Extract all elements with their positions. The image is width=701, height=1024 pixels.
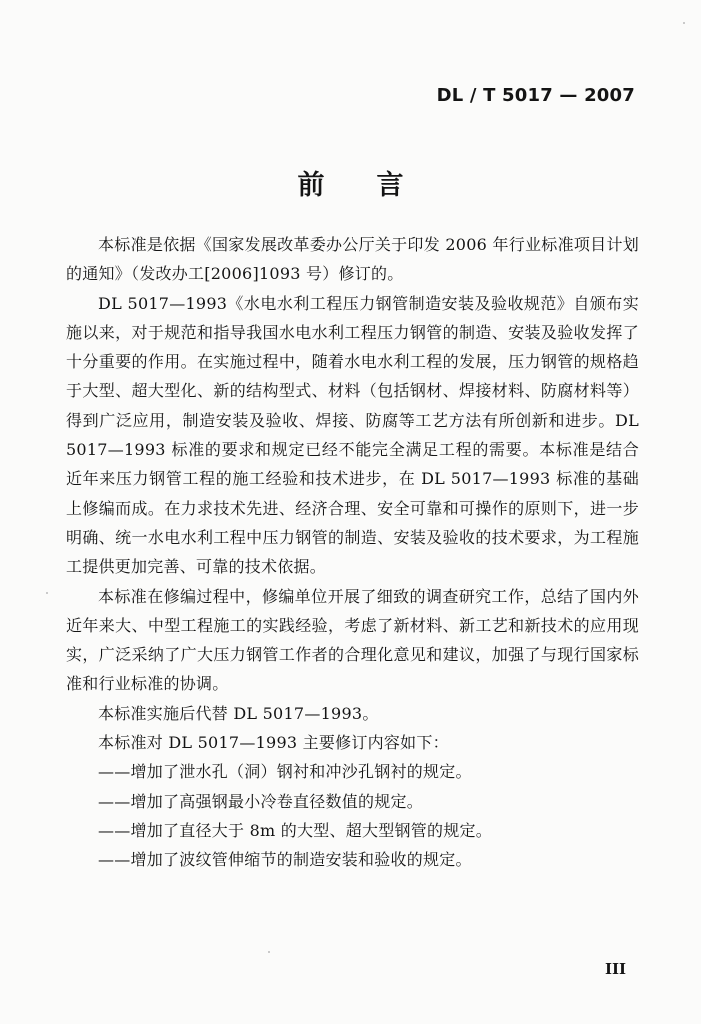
body-text (66, 230, 639, 875)
revision-item: ——增加了波纹管伸缩节的制造安装和验收的规定。 (98, 850, 472, 870)
scan-speck (683, 22, 685, 24)
paragraph: DL 5017—1993《水电水利工程压力钢管制造安装及验收规范》自颁布实施以来，对于规范和指导我国水电水利工程压力钢管的制造、安装及验收发挥了十分重要的作用。在实施过程中，随着水电水利工程的发展，压力钢管的规格趋于大型、超大型化、新的结构型式、材料（包括钢材、焊接材料、防腐材料等）得到广泛应用，制造安装及验收、焊接、防腐等工艺方法有所创新和进步。DL 5017—1993 标准的要求和规定已经不能完全满足工程的需要。本标准是结合近年来压力钢管工程的施工经验和技术进步，在 DL 5017—1993 标准的基础上修编而成。在力求技术先进、经济合理、安全可靠和可操作的原则下，进一步明确、统一水电水利工程中压力钢管的制造、安装及验收的技术要求，为工程施工提供更加完善、可靠的技术依据。 (66, 293, 639, 577)
scan-speck (268, 951, 270, 953)
paragraph: 本标准对 DL 5017—1993 主要修订内容如下： (98, 733, 449, 753)
standard-code: DL / T 5017 — 2007 (436, 85, 635, 106)
title-char-2: 言 (376, 170, 404, 201)
scan-speck (46, 592, 48, 594)
paragraph: 本标准是依据《国家发展改革委办公厅关于印发 2006 年行业标准项目计划的通知》（发改办工[2006]1093 号）修订的。 (66, 235, 639, 284)
revision-item: ——增加了直径大于 8m 的大型、超大型钢管的规定。 (98, 820, 493, 840)
paragraph: 本标准在修编过程中，修编单位开展了细致的调查研究工作，总结了国内外近年来大、中型工程施工的实践经验，考虑了新材料、新工艺和新技术的应用现实，广泛采纳了广大压力钢管工作者的合理化意见和建议，加强了与现行国家标准和行业标准的协调。 (66, 586, 639, 694)
revision-item: ——增加了高强钢最小冷卷直径数值的规定。 (98, 791, 424, 811)
title-char-1: 前 (297, 170, 325, 201)
page-number: III (604, 960, 626, 978)
revision-item: ——增加了泄水孔（洞）钢衬和冲沙孔钢衬的规定。 (98, 762, 472, 782)
paragraph: 本标准实施后代替 DL 5017—1993。 (98, 703, 379, 723)
page-title (0, 163, 701, 202)
